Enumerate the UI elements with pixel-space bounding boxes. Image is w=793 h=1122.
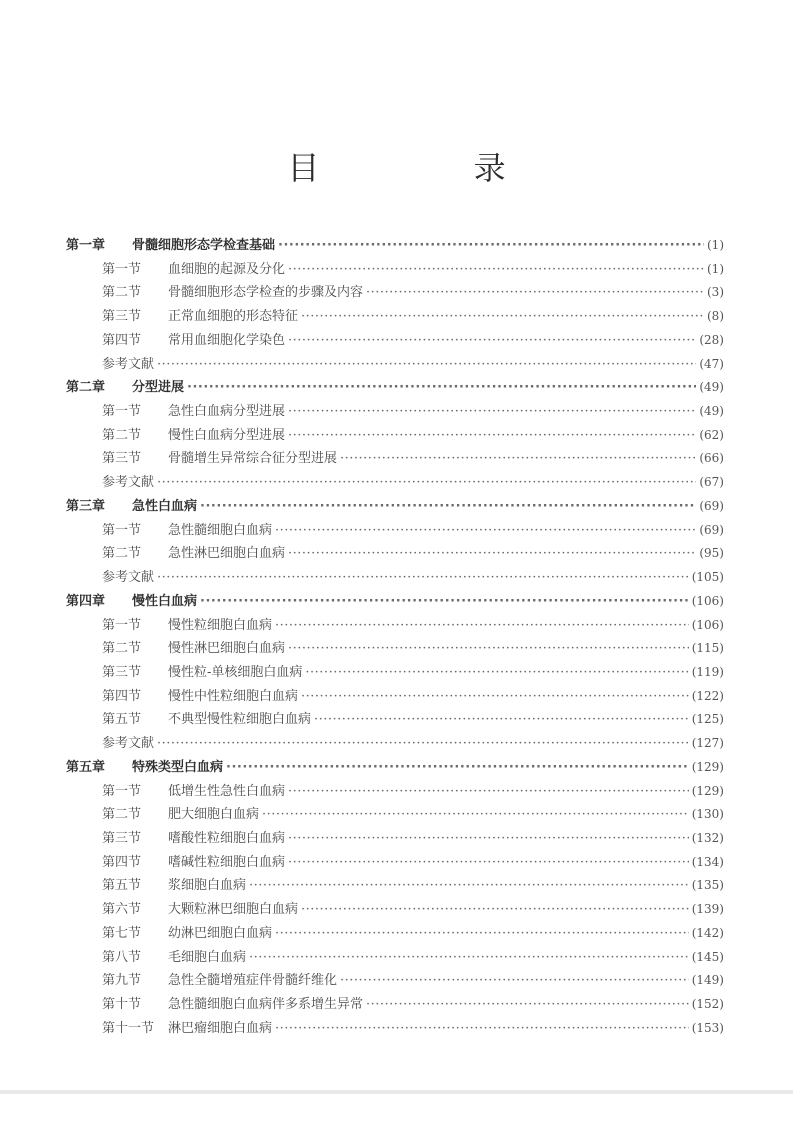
toc-page-number: (135) — [691, 878, 724, 893]
toc-page-number: (69) — [699, 498, 724, 513]
toc-section-row[interactable] — [66, 732, 724, 756]
toc-entry-title: 嗜酸性粒细胞白血病 — [168, 830, 286, 846]
table-of-contents — [66, 234, 724, 1040]
toc-entry-title: 大颗粒淋巴细胞白血病 — [168, 902, 299, 918]
toc-leader-dots — [275, 618, 689, 633]
toc-page-number: (134) — [691, 854, 724, 869]
toc-entry-label: 第一节 — [102, 522, 142, 538]
toc-leader-dots — [314, 712, 689, 727]
toc-section-row[interactable] — [66, 542, 724, 566]
toc-section-row[interactable] — [66, 851, 724, 875]
toc-entry-label: 第三节 — [102, 451, 142, 467]
toc-entry-label: 第七节 — [102, 925, 142, 941]
toc-entry-title: 参考文献 — [102, 356, 155, 372]
toc-entry-title: 参考文献 — [102, 736, 155, 752]
toc-entry-title: 肥大细胞白血病 — [168, 807, 260, 823]
toc-leader-dots — [288, 641, 689, 656]
toc-page-number: (3) — [707, 285, 724, 300]
toc-entry-title: 急性白血病 — [132, 498, 198, 514]
toc-page-number: (106) — [691, 593, 724, 608]
toc-section-row[interactable] — [66, 614, 724, 638]
toc-leader-dots — [226, 760, 689, 775]
toc-entry-title: 淋巴瘤细胞白血病 — [168, 1020, 273, 1036]
toc-section-row[interactable] — [66, 281, 724, 305]
toc-leader-dots — [288, 784, 689, 799]
toc-leader-dots — [340, 973, 689, 988]
toc-page-number: (105) — [691, 570, 724, 585]
toc-section-row[interactable] — [66, 993, 724, 1017]
toc-entry-title: 浆细胞白血病 — [168, 878, 247, 894]
toc-section-row[interactable] — [66, 637, 724, 661]
toc-entry-title: 急性髓细胞白血病 — [168, 522, 273, 538]
toc-page-number: (47) — [699, 356, 724, 371]
toc-section-row[interactable] — [66, 305, 724, 329]
toc-leader-dots — [366, 997, 689, 1012]
toc-leader-dots — [301, 902, 689, 917]
toc-entry-title: 常用血细胞化学染色 — [168, 332, 286, 348]
toc-leader-dots — [157, 736, 689, 751]
toc-entry-label: 第二节 — [102, 285, 142, 301]
toc-entry-title: 不典型慢性粒细胞白血病 — [168, 712, 312, 728]
toc-leader-dots — [275, 926, 689, 941]
toc-section-row[interactable] — [66, 329, 724, 353]
toc-entry-title: 慢性白血病分型进展 — [168, 427, 286, 443]
toc-section-row[interactable] — [66, 661, 724, 685]
toc-entry-title: 参考文献 — [102, 570, 155, 586]
toc-page-number: (130) — [691, 807, 724, 822]
toc-entry-label: 第十一节 — [102, 1020, 155, 1036]
toc-section-row[interactable] — [66, 519, 724, 543]
toc-entry-title: 慢性中性粒细胞白血病 — [168, 688, 299, 704]
toc-section-row[interactable] — [66, 685, 724, 709]
toc-leader-dots — [288, 262, 704, 277]
toc-entry-title: 幼淋巴细胞白血病 — [168, 925, 273, 941]
toc-leader-dots — [157, 570, 689, 585]
toc-section-row[interactable] — [66, 424, 724, 448]
toc-section-row[interactable] — [66, 827, 724, 851]
toc-page-number: (142) — [691, 925, 724, 940]
toc-entry-title: 急性淋巴细胞白血病 — [168, 546, 286, 562]
toc-page-number: (69) — [699, 522, 724, 537]
toc-leader-dots — [305, 665, 688, 680]
toc-entry-label: 第二节 — [102, 546, 142, 562]
toc-entry-title: 慢性粒-单核细胞白血病 — [168, 664, 303, 680]
toc-leader-dots — [278, 238, 704, 253]
toc-entry-label: 第二节 — [102, 807, 142, 823]
toc-section-row[interactable] — [66, 898, 724, 922]
toc-section-row[interactable] — [66, 946, 724, 970]
toc-chapter-row[interactable] — [66, 376, 724, 400]
toc-section-row[interactable] — [66, 447, 724, 471]
toc-leader-dots — [288, 428, 696, 443]
toc-entry-title: 急性白血病分型进展 — [168, 404, 286, 420]
toc-page-number: (127) — [691, 736, 724, 751]
toc-leader-dots — [262, 807, 689, 822]
toc-chapter-row[interactable] — [66, 495, 724, 519]
toc-entry-title: 分型进展 — [132, 380, 185, 396]
page-title: 目 录 — [287, 149, 578, 187]
toc-section-row[interactable] — [66, 258, 724, 282]
toc-leader-dots — [249, 950, 689, 965]
toc-page-number: (67) — [699, 475, 724, 490]
toc-entry-label: 第三章 — [66, 498, 106, 514]
toc-page-number: (95) — [699, 546, 724, 561]
toc-entry-title: 毛细胞白血病 — [168, 949, 247, 965]
toc-entry-label: 第五节 — [102, 712, 142, 728]
toc-page-number: (122) — [691, 688, 724, 703]
toc-entry-label: 第一章 — [66, 238, 106, 253]
toc-section-row[interactable] — [66, 969, 724, 993]
toc-leader-dots — [288, 404, 696, 419]
toc-page-number: (149) — [691, 973, 724, 988]
toc-entry-title: 骨髓增生异常综合征分型进展 — [168, 451, 338, 467]
toc-entry-label: 第五章 — [66, 759, 106, 775]
toc-section-row[interactable] — [66, 353, 724, 377]
toc-section-row[interactable] — [66, 400, 724, 424]
toc-section-row[interactable] — [66, 708, 724, 732]
toc-entry-title: 正常血细胞的形态特征 — [168, 309, 299, 325]
toc-section-row[interactable] — [66, 874, 724, 898]
toc-entry-label: 第八节 — [102, 949, 142, 965]
toc-page-number: (1) — [707, 238, 724, 252]
toc-entry-title: 骨髓细胞形态学检查基础 — [132, 238, 276, 253]
toc-entry-title: 急性髓细胞白血病伴多系增生异常 — [168, 997, 364, 1012]
toc-leader-dots — [288, 855, 689, 870]
toc-entry-label: 第四节 — [102, 332, 142, 348]
toc-leader-dots — [157, 357, 696, 372]
toc-page-number: (125) — [691, 712, 724, 727]
toc-entry-title: 血细胞的起源及分化 — [168, 261, 286, 277]
toc-leader-dots — [340, 451, 696, 466]
toc-entry-label: 第二章 — [66, 380, 106, 396]
toc-entry-label: 第四节 — [102, 854, 142, 870]
toc-leader-dots — [249, 878, 689, 893]
toc-entry-label: 第三节 — [102, 664, 142, 680]
toc-leader-dots — [157, 475, 696, 490]
toc-leader-dots — [275, 523, 696, 538]
toc-entry-title: 低增生性急性白血病 — [168, 783, 286, 799]
toc-page-number: (66) — [699, 451, 724, 466]
bottom-rule — [0, 1090, 793, 1094]
toc-entry-title: 特殊类型白血病 — [132, 759, 224, 775]
toc-entry-label: 第一节 — [102, 617, 142, 633]
toc-entry-label: 第九节 — [102, 973, 142, 989]
toc-leader-dots — [288, 831, 689, 846]
toc-entry-label: 第四章 — [66, 593, 106, 609]
toc-page-number: (115) — [691, 641, 724, 656]
toc-entry-label: 第三节 — [102, 309, 142, 325]
toc-page-number: (152) — [691, 997, 724, 1011]
toc-entry-title: 慢性粒细胞白血病 — [168, 617, 273, 633]
toc-chapter-row[interactable] — [66, 590, 724, 614]
toc-entry-label: 第一节 — [102, 404, 142, 420]
toc-page-number: (28) — [699, 332, 724, 347]
toc-leader-dots — [301, 689, 689, 704]
toc-section-row[interactable] — [66, 566, 724, 590]
toc-page-number: (62) — [699, 427, 724, 442]
toc-entry-label: 第一节 — [102, 783, 142, 799]
toc-leader-dots — [200, 499, 696, 514]
toc-page-number: (129) — [691, 783, 724, 798]
toc-leader-dots — [275, 1021, 689, 1036]
toc-entry-label: 第三节 — [102, 830, 142, 846]
toc-leader-dots — [288, 546, 696, 561]
toc-entry-title: 慢性淋巴细胞白血病 — [168, 641, 286, 657]
toc-section-row[interactable] — [66, 471, 724, 495]
toc-page-number: (132) — [691, 830, 724, 845]
toc-page-number: (1) — [707, 261, 724, 276]
toc-leader-dots — [288, 333, 696, 348]
toc-leader-dots — [366, 285, 704, 300]
toc-leader-dots — [301, 309, 704, 324]
toc-entry-title: 慢性白血病 — [132, 593, 198, 609]
toc-page-number: (106) — [691, 617, 724, 632]
toc-leader-dots — [200, 594, 689, 609]
toc-section-row[interactable] — [66, 922, 724, 946]
toc-page-number: (153) — [691, 1020, 724, 1035]
toc-entry-label: 第五节 — [102, 878, 142, 894]
toc-chapter-row[interactable] — [66, 756, 724, 780]
toc-entry-label: 第一节 — [102, 261, 142, 277]
toc-entry-title: 急性全髓增殖症伴骨髓纤维化 — [168, 973, 338, 989]
toc-page-number: (119) — [691, 664, 724, 679]
toc-entry-title: 骨髓细胞形态学检查的步骤及内容 — [168, 285, 364, 301]
toc-page-number: (145) — [691, 949, 724, 964]
toc-page-number: (49) — [699, 404, 724, 419]
toc-entry-title: 参考文献 — [102, 475, 155, 491]
toc-entry-label: 第六节 — [102, 902, 142, 918]
toc-leader-dots — [187, 380, 696, 395]
toc-entry-label: 第二节 — [102, 641, 142, 657]
toc-page-number: (49) — [699, 380, 724, 395]
toc-section-row[interactable] — [66, 780, 724, 804]
toc-entry-label: 第十节 — [102, 997, 142, 1012]
toc-section-row[interactable] — [66, 1017, 724, 1041]
toc-page-number: (139) — [691, 902, 724, 917]
toc-entry-label: 第四节 — [102, 688, 142, 704]
toc-section-row[interactable] — [66, 803, 724, 827]
toc-entry-title: 嗜碱性粒细胞白血病 — [168, 854, 286, 870]
toc-entry-label: 第二节 — [102, 427, 142, 443]
toc-page-number: (129) — [691, 759, 724, 774]
toc-page-number: (8) — [707, 309, 724, 324]
toc-chapter-row[interactable] — [66, 234, 724, 258]
